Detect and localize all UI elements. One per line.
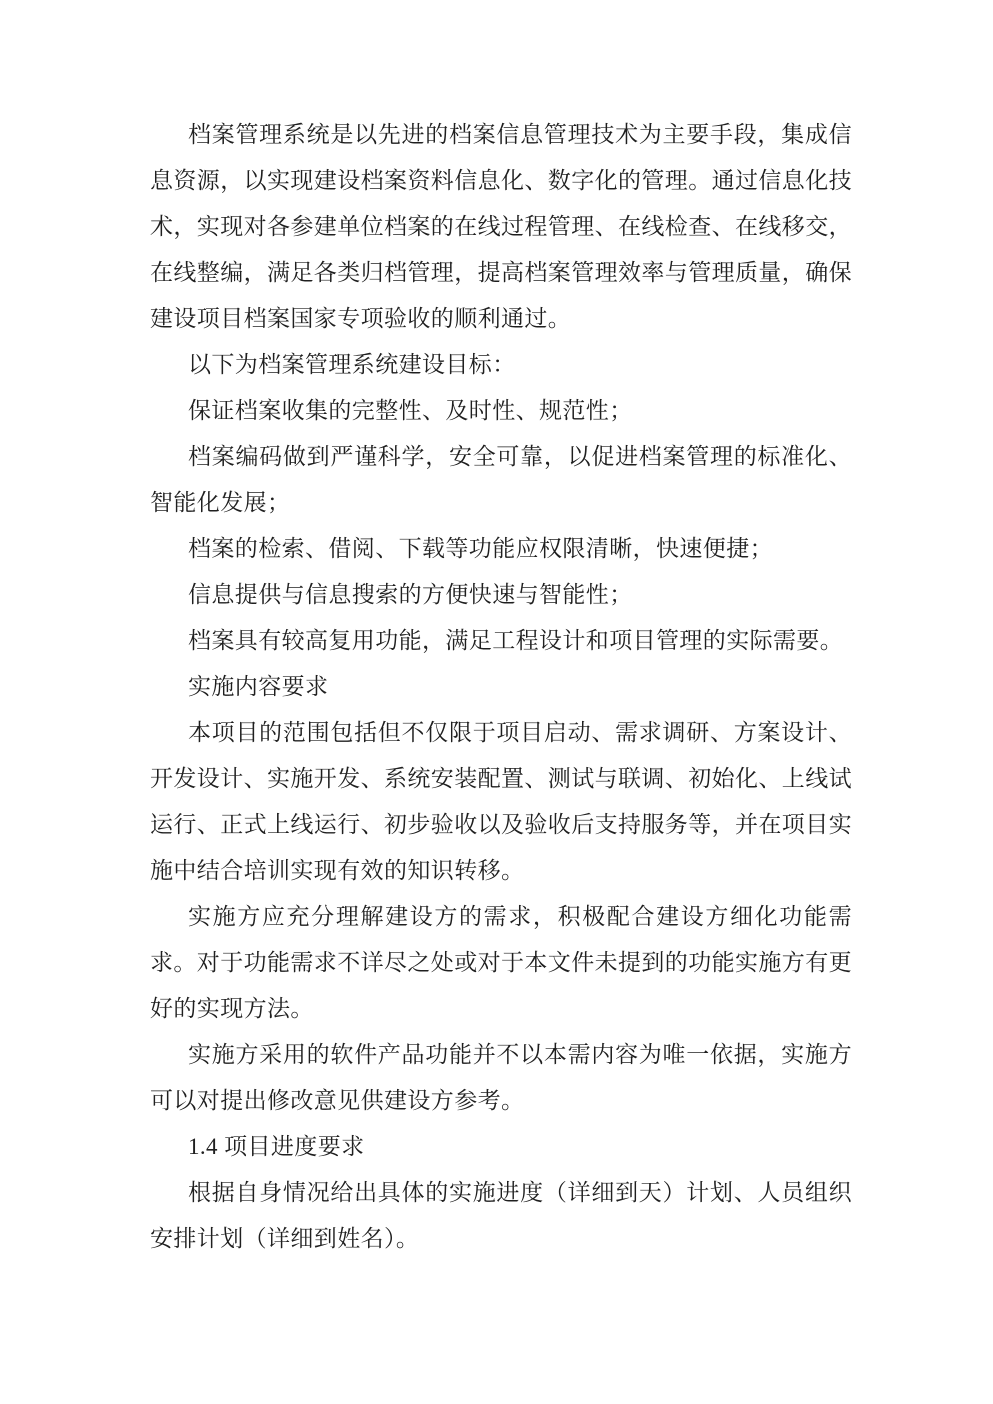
paragraph-project-scope: 本项目的范围包括但不仅限于项目启动、需求调研、方案设计、开发设计、实施开发、系统安装配置、测试与联调、初始化、上线试运行、正式上线运行、初步验收以及验收后支持服务等，并在项目实施中结合培训实现有效的知识转移。 <box>150 720 852 883</box>
goal-item-coding-standards: 档案编码做到严谨科学，安全可靠，以促进档案管理的标准化、智能化发展； <box>150 444 852 515</box>
goal-item-retrieval-permissions: 档案的检索、借阅、下载等功能应权限清晰，快速便捷； <box>188 536 773 561</box>
goal-item-search-intelligence: 信息提供与信息搜索的方便快速与智能性； <box>188 582 633 607</box>
section-heading-1-4-schedule: 1.4 项目进度要求 <box>188 1134 365 1159</box>
paragraph-system-overview: 档案管理系统是以先进的档案信息管理技术为主要手段，集成信息资源，以实现建设档案资料信息化、数字化的管理。通过信息化技术，实现对各参建单位档案的在线过程管理、在线检查、在线移交，在线整编，满足各类归档管理，提高档案管理效率与管理质量，确保建设项目档案国家专项验收的顺利通过。 <box>150 122 852 331</box>
section-heading-implementation-content: 实施内容要求 <box>188 674 329 699</box>
goal-item-completeness: 保证档案收集的完整性、及时性、规范性； <box>188 398 633 423</box>
paragraph-goals-intro: 以下为档案管理系统建设目标： <box>188 352 516 377</box>
goal-item-reusability: 档案具有较高复用功能，满足工程设计和项目管理的实际需要。 <box>188 628 844 653</box>
paragraph-implementer-cooperation: 实施方应充分理解建设方的需求，积极配合建设方细化功能需求。对于功能需求不详尽之处或对于本文件未提到的功能实施方有更好的实现方法。 <box>150 904 852 1021</box>
paragraph-software-basis: 实施方采用的软件产品功能并不以本需内容为唯一依据，实施方可以对提出修改意见供建设方参考。 <box>150 1042 852 1113</box>
paragraph-schedule-requirements: 根据自身情况给出具体的实施进度（详细到天）计划、人员组织安排计划（详细到姓名）。 <box>150 1180 852 1251</box>
